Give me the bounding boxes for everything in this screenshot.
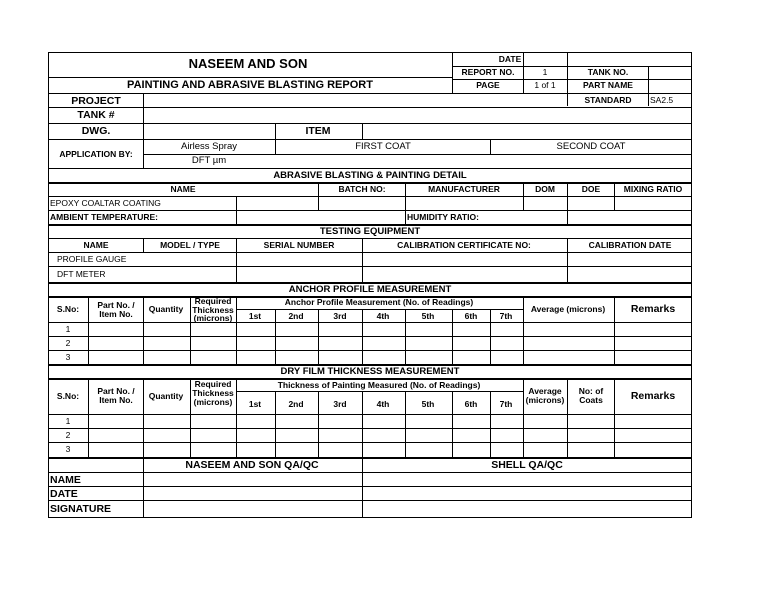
anchor-reading-2: 2nd bbox=[288, 311, 304, 321]
anchor-average-header: Average (microns) bbox=[530, 304, 606, 314]
testing-header-calibration-date: CALIBRATION DATE bbox=[588, 240, 672, 250]
anchor-required-thickness-header: Required Thickness (microns) bbox=[192, 297, 234, 322]
signoff-name-label: NAME bbox=[50, 474, 81, 486]
signoff-signature-label: SIGNATURE bbox=[50, 503, 112, 515]
abrasive-header-batch: BATCH NO: bbox=[338, 184, 386, 194]
anchor-reading-5: 5th bbox=[421, 311, 435, 321]
anchor-row-1: 1 bbox=[65, 324, 71, 334]
testing-header-calibration-cert: CALIBRATION CERTIFICATE NO: bbox=[397, 240, 531, 250]
anchor-row-3: 3 bbox=[65, 352, 71, 362]
dft-quantity-header: Quantity bbox=[148, 391, 184, 401]
coating-name: EPOXY COALTAR COATING bbox=[50, 198, 161, 208]
dft-row-1: 1 bbox=[65, 416, 71, 426]
dft-required-thickness-header: Required Thickness (microns) bbox=[192, 379, 234, 407]
report-no-label: REPORT NO. bbox=[461, 67, 515, 77]
testing-item-dft-meter: DFT METER bbox=[57, 269, 106, 279]
tank-label: TANK # bbox=[77, 109, 115, 121]
shell-qa-header: SHELL QA/QC bbox=[491, 459, 563, 471]
dft-label: DFT µm bbox=[191, 155, 227, 166]
dft-reading-7: 7th bbox=[499, 399, 513, 409]
dft-reading-1: 1st bbox=[248, 399, 262, 409]
second-coat-label: SECOND COAT bbox=[556, 141, 626, 152]
abrasive-header-dom: DOM bbox=[535, 184, 555, 194]
anchor-reading-4: 4th bbox=[376, 311, 390, 321]
anchor-subheader: Anchor Profile Measurement (No. of Readings) bbox=[284, 297, 474, 307]
dft-average-header: Average (microns) bbox=[525, 386, 565, 405]
testing-header-name: NAME bbox=[83, 240, 109, 250]
dft-row-2: 2 bbox=[65, 430, 71, 440]
dft-no-of-coats-header: No: of Coats bbox=[578, 386, 604, 405]
company-name: NASEEM AND SON bbox=[188, 56, 308, 71]
dft-part-no-header: Part No. / Item No. bbox=[97, 386, 135, 405]
dft-section-title: DRY FILM THICKNESS MEASUREMENT bbox=[280, 366, 460, 377]
anchor-part-no-header: Part No. / Item No. bbox=[97, 300, 135, 319]
anchor-quantity-header: Quantity bbox=[148, 304, 184, 314]
testing-item-profile-gauge: PROFILE GAUGE bbox=[57, 254, 127, 264]
first-coat-label: FIRST COAT bbox=[355, 141, 411, 152]
abrasive-header-manufacturer: MANUFACTURER bbox=[428, 184, 500, 194]
part-name-label: PART NAME bbox=[583, 80, 633, 90]
ambient-temperature-label: AMBIENT TEMPERATURE: bbox=[50, 212, 158, 222]
naseem-qa-header: NASEEM AND SON QA/QC bbox=[185, 459, 319, 471]
abrasive-header-doe: DOE bbox=[581, 184, 601, 194]
testing-section-title: TESTING EQUIPMENT bbox=[319, 226, 421, 237]
signoff-date-label: DATE bbox=[50, 488, 78, 500]
dft-subheader: Thickness of Painting Measured (No. of Readings) bbox=[277, 380, 481, 390]
application-by-label: APPLICATION BY: bbox=[59, 149, 133, 159]
humidity-ratio-label: HUMIDITY RATIO: bbox=[407, 212, 479, 222]
anchor-section-title: ANCHOR PROFILE MEASUREMENT bbox=[288, 284, 452, 295]
dft-remarks-header: Remarks bbox=[630, 390, 676, 402]
abrasive-header-mixing-ratio: MIXING RATIO bbox=[623, 184, 683, 194]
anchor-remarks-header: Remarks bbox=[630, 303, 676, 315]
anchor-row-2: 2 bbox=[65, 338, 71, 348]
standard-value: SA2.5 bbox=[650, 95, 674, 105]
dft-sno-header: S.No: bbox=[56, 391, 80, 401]
page-value: 1 of 1 bbox=[534, 80, 556, 90]
tank-no-label: TANK NO. bbox=[587, 67, 629, 77]
item-label: ITEM bbox=[305, 125, 331, 137]
dwg-label: DWG. bbox=[81, 125, 111, 137]
anchor-reading-1: 1st bbox=[248, 311, 262, 321]
dft-reading-2: 2nd bbox=[288, 399, 304, 409]
dft-row-3: 3 bbox=[65, 444, 71, 454]
project-label: PROJECT bbox=[71, 95, 121, 107]
abrasive-section-title: ABRASIVE BLASTING & PAINTING DETAIL bbox=[273, 170, 467, 181]
anchor-reading-7: 7th bbox=[499, 311, 513, 321]
report-title: PAINTING AND ABRASIVE BLASTING REPORT bbox=[127, 79, 373, 91]
report-no-value: 1 bbox=[542, 67, 548, 77]
testing-header-serial: SERIAL NUMBER bbox=[263, 240, 335, 250]
anchor-required-thickness-cell bbox=[191, 297, 235, 322]
date-label: DATE bbox=[498, 54, 522, 64]
dft-reading-3: 3rd bbox=[333, 399, 347, 409]
dft-reading-4: 4th bbox=[376, 399, 390, 409]
anchor-sno-header: S.No: bbox=[56, 304, 80, 314]
dft-reading-6: 6th bbox=[464, 399, 478, 409]
testing-header-model: MODEL / TYPE bbox=[160, 240, 220, 250]
dft-reading-5: 5th bbox=[421, 399, 435, 409]
airless-spray-label: Airless Spray bbox=[181, 141, 237, 152]
anchor-reading-6: 6th bbox=[464, 311, 478, 321]
anchor-reading-3: 3rd bbox=[333, 311, 347, 321]
abrasive-header-name: NAME bbox=[170, 184, 196, 194]
standard-label: STANDARD bbox=[584, 95, 632, 105]
page-label: PAGE bbox=[476, 80, 500, 90]
